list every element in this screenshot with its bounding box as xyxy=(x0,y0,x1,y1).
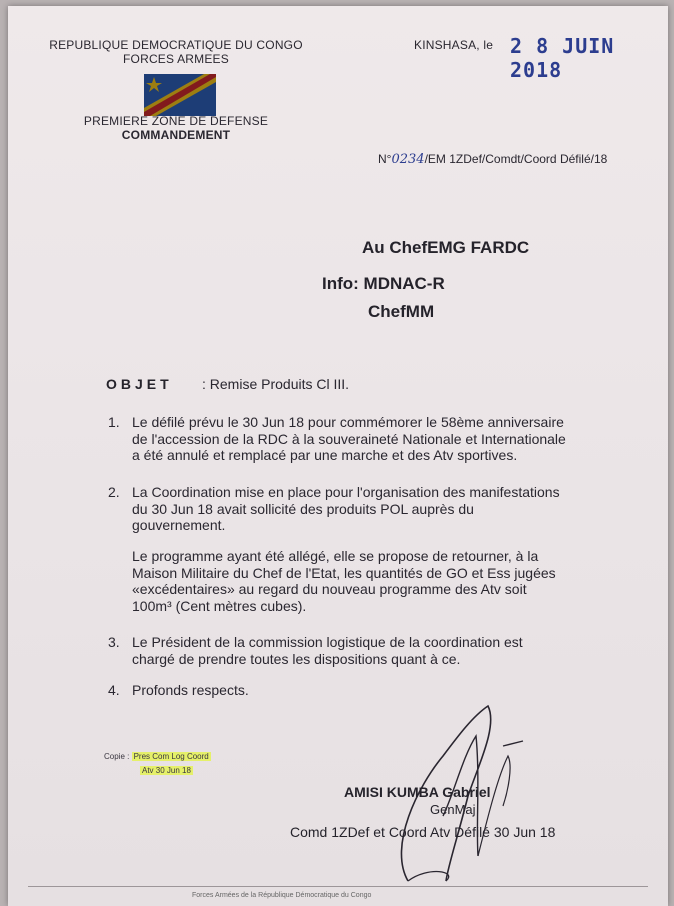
item-number: 1. xyxy=(108,414,120,430)
item-2-extra-line: Maison Militaire du Chef de l'Etat, les quantités de GO et Ess jugées xyxy=(132,564,556,581)
item-number: 3. xyxy=(108,634,120,650)
item-2-line: du 30 Jun 18 avait sollicité des produits POL auprès du xyxy=(132,500,474,517)
item-2-extra-line: «excédentaires» au regard du nouveau programme des Atv soit xyxy=(132,581,527,597)
item-1-line: Le défilé prévu le 30 Jun 18 pour commémorer le 58ème anniversaire xyxy=(132,414,564,430)
item-2-extra-line: Le programme ayant été allégé, elle se propose de retourner, à la xyxy=(132,548,539,564)
copy-recipient-line-1: Pres Com Log Coord xyxy=(133,752,209,761)
list-item-2 xyxy=(132,484,622,534)
item-1-line: de l'accession de la RDC à la souveraineté Nationale et Internationale xyxy=(132,430,566,447)
document-page xyxy=(8,6,668,906)
list-item-2-continuation xyxy=(132,548,622,614)
signatory-rank: GenMaj xyxy=(430,802,476,817)
letterhead-command: COMMANDEMENT xyxy=(121,128,231,142)
reference-number: 0234 xyxy=(391,152,425,167)
letterhead-forces: FORCES ARMEES xyxy=(123,52,229,66)
reference-text: /EM 1ZDef/Comdt/Coord Défilé/18 xyxy=(424,152,608,166)
copy-label: Copie : xyxy=(104,752,130,761)
item-3-line: Le Président de la commission logistique de la coordination est xyxy=(132,634,523,650)
item-2-line: La Coordination mise en place pour l'organisation des manifestations xyxy=(132,484,560,500)
list-item-3 xyxy=(132,634,622,667)
addressee-info-2: ChefMM xyxy=(368,302,435,321)
reference-prefix: N° xyxy=(378,152,392,166)
item-2-line: gouvernement. xyxy=(132,517,226,533)
signatory-title: Comd 1ZDef et Coord Atv Défilé 30 Jun 18 xyxy=(290,824,556,840)
reference-line xyxy=(378,152,607,167)
item-1-line: a été annulé et remplacé par une marche et des Atv sportives. xyxy=(132,447,518,463)
objet-label: OBJET xyxy=(106,376,173,392)
item-number: 4. xyxy=(108,682,120,698)
addressee-info: Info: MDNAC-R xyxy=(322,274,445,293)
footer-rule xyxy=(28,886,648,887)
signatory-name: AMISI KUMBA Gabriel xyxy=(344,784,491,800)
date-stamp: 2 8 JUIN 2018 xyxy=(510,34,615,82)
item-2-extra-line: 100m³ (Cent mètres cubes). xyxy=(132,597,307,614)
objet-value: : Remise Produits Cl III. xyxy=(202,376,350,392)
footer-text: Forces Armées de la République Démocratique du Congo xyxy=(192,892,372,899)
place-label: KINSHASA, le xyxy=(414,38,494,52)
copy-recipient-line-2: Atv 30 Jun 18 xyxy=(142,766,191,775)
letterhead-republic: REPUBLIQUE DEMOCRATIQUE DU CONGO xyxy=(49,38,303,52)
drc-flag-emblem xyxy=(144,74,216,116)
list-item-1 xyxy=(132,414,622,464)
copy-block xyxy=(104,750,211,778)
addressee-to: Au ChefEMG FARDC xyxy=(362,238,530,257)
item-3-line: chargé de prendre toutes les dispositions quant à ce. xyxy=(132,650,461,667)
item-number: 2. xyxy=(108,484,120,500)
item-4-line: Profonds respects. xyxy=(132,682,249,698)
letterhead-zone: PREMIERE ZONE DE DEFENSE xyxy=(83,114,269,128)
